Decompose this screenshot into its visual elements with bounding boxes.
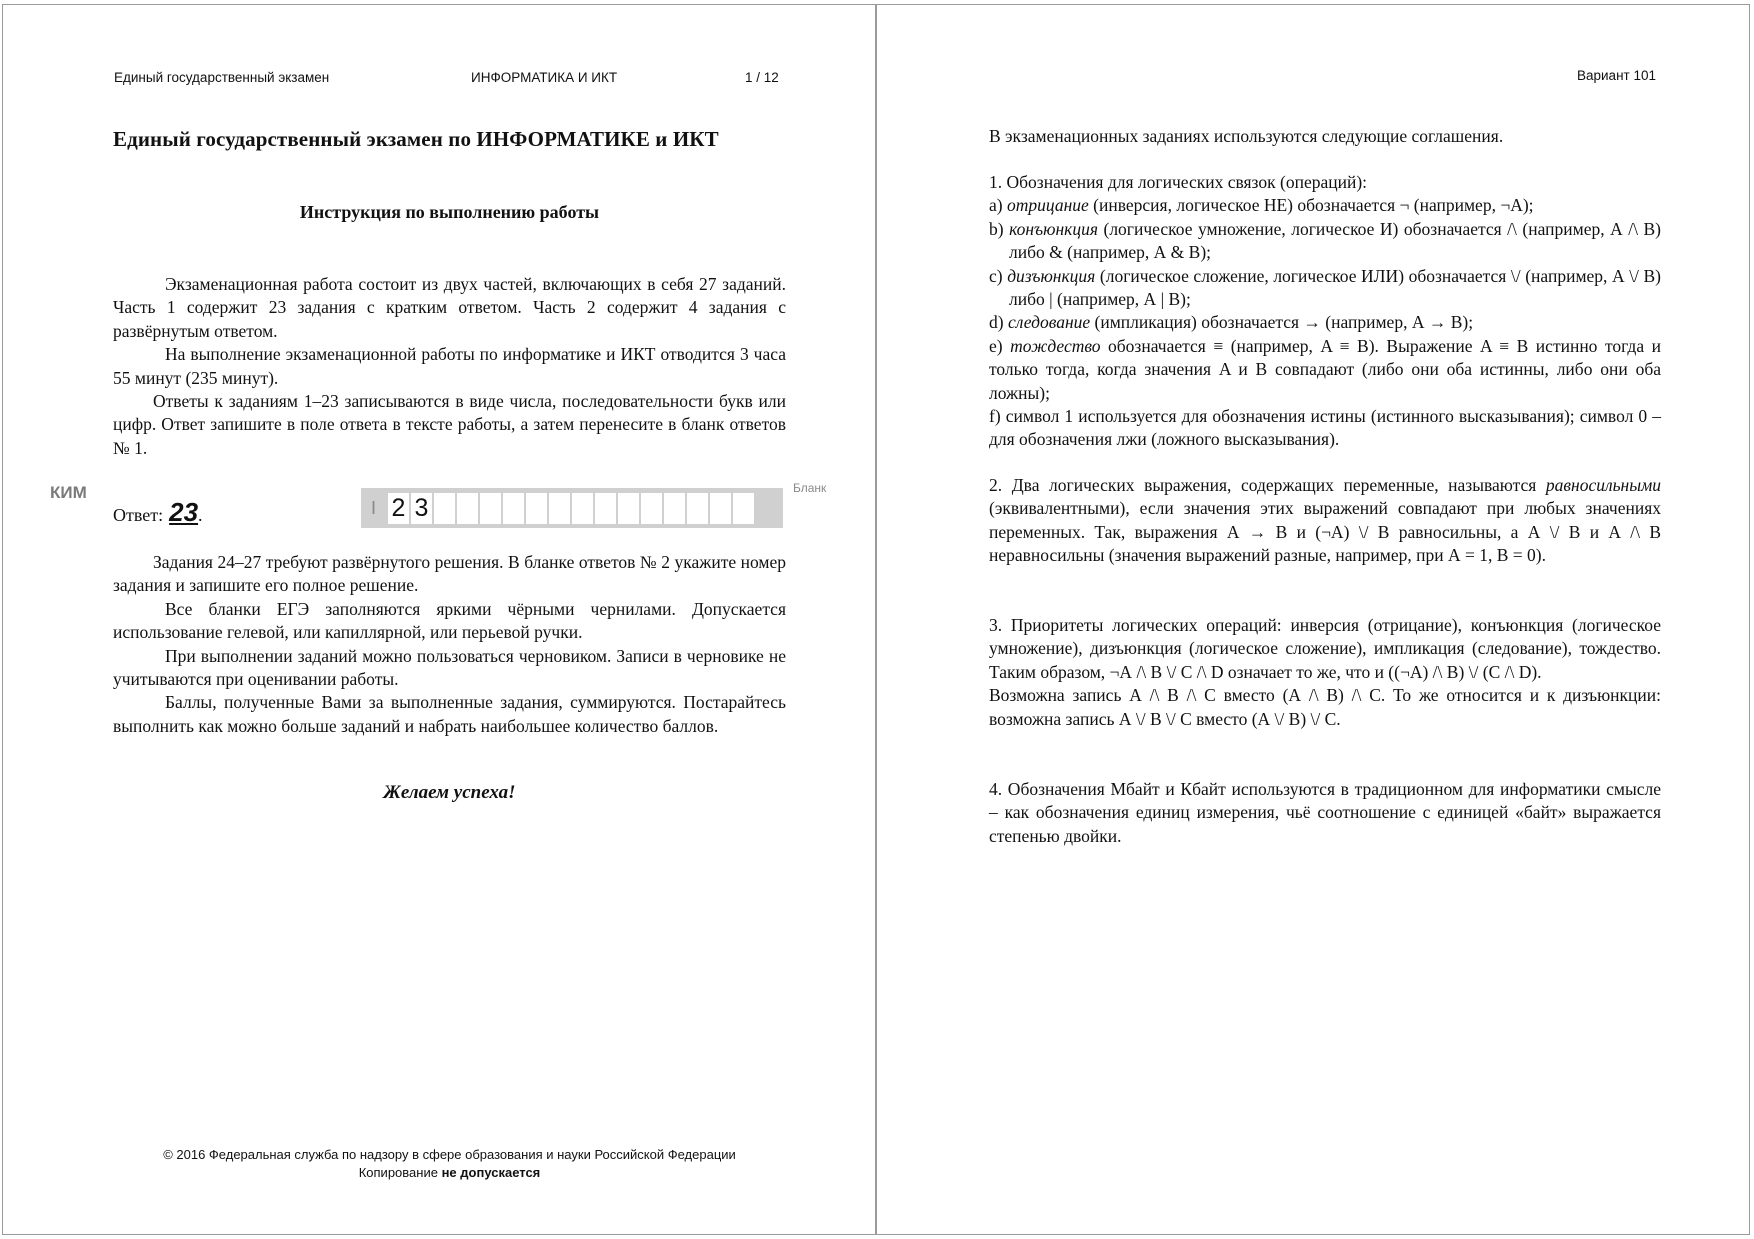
- page-title: Единый государственный экзамен по ИНФОРМАТИКЕ и ИКТ: [113, 127, 719, 151]
- section-text: Возможна запись А /\ В /\ С вместо (А /\ В) /\ С. То же относится и к дизъюнкции: возможна запись А \/ В \/ С вместо (А \/ В) \/ С.: [989, 685, 1661, 729]
- answer-cell: [434, 493, 455, 524]
- section-priorities: [989, 614, 1661, 731]
- answer-cell: 3: [411, 493, 432, 524]
- answer-cell: [503, 493, 524, 524]
- section-equivalence: [989, 474, 1661, 568]
- notation-item: e) тождество обозначается ≡ (например, A ≡ B). Выражение A ≡ B истинно тогда и только тогда, когда значения A и B совпадают (либо они оба истинны, либо они оба ложны);: [989, 335, 1662, 403]
- kim-label: КИМ: [50, 483, 87, 502]
- notation-term: следование: [1007, 312, 1091, 333]
- instructions-part-1: [113, 273, 786, 460]
- notation-item: c) дизъюнкция (логическое сложение, логическое ИЛИ) обозначается \/ (например, А \/ В) либо | (например, А | В);: [989, 265, 1661, 310]
- answer-cell: [526, 493, 547, 524]
- header-page-number: 1 / 12: [745, 70, 779, 85]
- notation-term: отрицание: [1006, 195, 1089, 216]
- section-title: 1. Обозначения для логических связок (операций):: [989, 172, 1368, 192]
- answer-cell: [480, 493, 501, 524]
- answer-value: 23: [169, 497, 199, 527]
- copyright-line: © 2016 Федеральная служба по надзору в сфере образования и науки Российской Федерации: [163, 1147, 736, 1162]
- equivalence-term: равносильными: [1545, 475, 1662, 495]
- answer-cell: [595, 493, 616, 524]
- section-text: 3. Приоритеты логических операций: инверсия (отрицание), конъюнкция (логическое умножение), дизъюнкция (логическое сложение), импликация (следование), тождество. Таким образом, ¬А /\ В \/ С /\ D означает то же, что и ((¬А) /\ В) \/ (С /\ D).: [989, 615, 1661, 682]
- answer-dot: .: [198, 505, 203, 525]
- answer-cell: 2: [388, 493, 409, 524]
- intro-text: В экзаменационных заданиях используются следующие соглашения.: [989, 126, 1504, 146]
- section-units: [989, 778, 1661, 848]
- copying-forbidden: не допускается: [441, 1165, 541, 1180]
- answer-form-example: [361, 488, 783, 528]
- left-page: [2, 4, 876, 1235]
- notation-item: a) отрицание (инверсия, логическое НЕ) обозначается ¬ (например, ¬А);: [989, 195, 1534, 216]
- answer-cell: [733, 493, 754, 524]
- paragraph: Задания 24–27 требуют развёрнутого решения. В бланке ответов № 2 укажите номер задания и запишите его полное решение.: [113, 552, 786, 596]
- section-text: 2. Два логических выражения, содержащих переменные, называются равносильными (эквивалентными), если значения этих выражений совпадают при любых значениях переменных. Так, выражения А → В и (¬А) \/ В равносильны, а А \/ В и А /\ В неравносильны (значения выражений разные, например, при А = 1, В = 0).: [989, 475, 1662, 566]
- section-text: 4. Обозначения Мбайт и Кбайт используются в традиционном для информатики смысле – как обозначения единиц измерения, чьё соотношение с единицей «байт» выражается степенью двойки.: [989, 779, 1661, 846]
- notation-term: конъюнкция: [1009, 218, 1098, 239]
- answer-cell: [710, 493, 731, 524]
- instructions-part-2: [113, 551, 786, 738]
- blank-label: Бланк: [793, 481, 827, 495]
- conventions-intro: [989, 125, 1661, 148]
- notation-term: дизъюнкция: [1007, 265, 1096, 286]
- form-mark: I: [371, 498, 377, 518]
- answer-label: Ответ:: [113, 505, 164, 525]
- notation-item: f) символ 1 используется для обозначения истины (истинного высказывания); символ 0 – для обозначения лжи (ложного высказывания).: [989, 406, 1661, 450]
- header-exam-name: Единый государственный экзамен: [114, 70, 330, 85]
- copying-notice: [113, 1164, 786, 1182]
- answer-cell: [572, 493, 593, 524]
- paragraph: При выполнении заданий можно пользоваться черновиком. Записи в черновике не учитываются при оценивании работы.: [113, 645, 786, 690]
- variant-label: Вариант 101: [1577, 68, 1656, 83]
- copyright-footer: [113, 1146, 786, 1182]
- section-logical-notation: [989, 171, 1661, 452]
- paragraph: Все бланки ЕГЭ заполняются яркими чёрными чернилами. Допускается использование гелевой, или капиллярной, или перьевой ручки.: [113, 598, 786, 643]
- answer-cell: [664, 493, 685, 524]
- paragraph: Экзаменационная работа состоит из двух частей, включающих в себя 27 заданий. Часть 1 содержит 23 задания с кратким ответом. Часть 2 содержит 4 задания с развёрнутым ответом.: [113, 274, 786, 341]
- answer-cell: [457, 493, 478, 524]
- notation-term: тождество: [1010, 335, 1101, 356]
- answer-cell: [641, 493, 662, 524]
- copying-prefix: Копирование: [358, 1165, 438, 1180]
- answer-cell: [687, 493, 708, 524]
- notation-item: d) следование (импликация) обозначается → (например, А → В);: [989, 312, 1474, 333]
- answer-cell: [618, 493, 639, 524]
- paragraph: На выполнение экзаменационной работы по информатике и ИКТ отводится 3 часа 55 минут (235 минут).: [113, 344, 786, 388]
- answer-cell: [549, 493, 570, 524]
- right-page: [876, 4, 1750, 1235]
- paragraph: Баллы, полученные Вами за выполненные задания, суммируются. Постарайтесь выполнить как можно больше заданий и набрать наибольшее количество баллов.: [113, 692, 786, 736]
- notation-item: b) конъюнкция (логическое умножение, логическое И) обозначается /\ (например, А /\ В) либо & (например, А & В);: [989, 218, 1661, 263]
- good-luck-wish: Желаем успеха!: [383, 782, 516, 803]
- answer-example: [113, 497, 203, 528]
- header-subject: ИНФОРМАТИКА И ИКТ: [471, 70, 618, 85]
- instructions-heading: Инструкция по выполнению работы: [299, 202, 600, 222]
- paragraph: Ответы к заданиям 1–23 записываются в виде числа, последовательности букв или цифр. Ответ запишите в поле ответа в тексте работы, а затем перенесите в бланк ответов № 1.: [113, 391, 786, 458]
